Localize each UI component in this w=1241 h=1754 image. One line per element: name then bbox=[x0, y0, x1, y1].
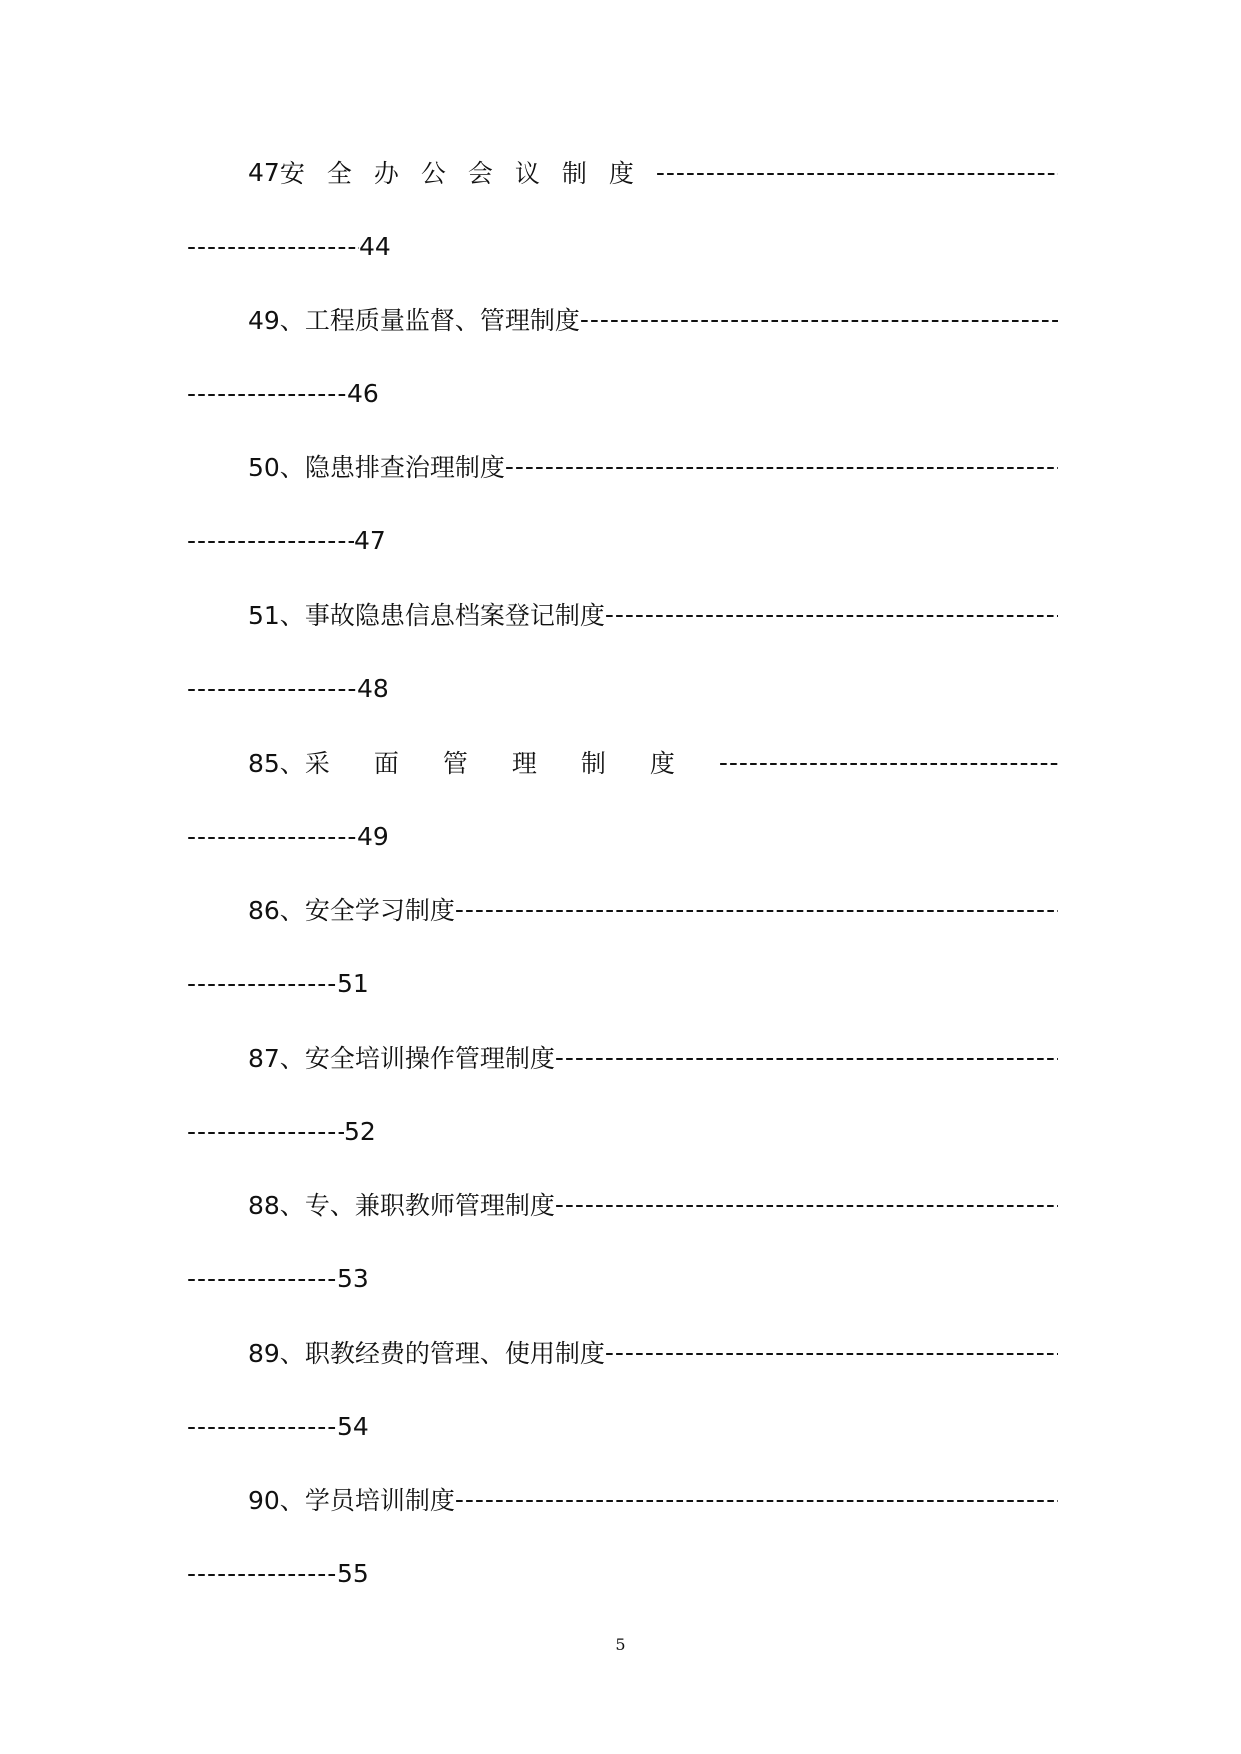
dot-leader bbox=[187, 1559, 337, 1588]
toc-entry-title: 专、兼职教师管理制度 bbox=[304, 1191, 555, 1220]
toc-entry-page-ref: 47 bbox=[354, 525, 386, 555]
toc-entry bbox=[0, 889, 1241, 1037]
toc-entry-title-line bbox=[248, 299, 1058, 339]
toc-entry-page-ref: 55 bbox=[337, 1558, 369, 1588]
dot-leader bbox=[605, 1338, 1058, 1367]
toc-entry-title-line bbox=[248, 594, 1058, 634]
toc-entry-title-line bbox=[248, 152, 1058, 192]
toc-entry-page-line bbox=[187, 816, 389, 856]
dot-leader bbox=[719, 748, 1058, 777]
dot-leader bbox=[455, 1485, 1058, 1514]
toc-entry-number: 49、 bbox=[248, 306, 305, 335]
toc-entry-page-line bbox=[187, 226, 391, 266]
toc-entry-page-ref: 54 bbox=[337, 1411, 369, 1441]
toc-entry-number: 88、 bbox=[248, 1191, 305, 1220]
toc-entry bbox=[0, 1332, 1241, 1480]
dot-leader bbox=[455, 895, 1058, 924]
toc-entry-page-line bbox=[187, 1258, 369, 1298]
toc-entry-title-line bbox=[248, 1479, 1058, 1519]
toc-entry-page-line bbox=[187, 373, 379, 413]
toc-entry-title-line bbox=[248, 889, 1058, 929]
toc-entry-page-line bbox=[187, 963, 369, 1003]
toc-entry bbox=[0, 446, 1241, 594]
toc-entry-title: 安全培训操作管理制度 bbox=[304, 1044, 555, 1073]
toc-entry-number: 87、 bbox=[248, 1044, 305, 1073]
dot-leader bbox=[187, 969, 337, 998]
toc-entry-page-line bbox=[187, 1111, 376, 1151]
toc-entry bbox=[0, 1037, 1241, 1185]
toc-entry-number: 90、 bbox=[248, 1486, 305, 1515]
toc-entry-number: 89、 bbox=[248, 1339, 305, 1368]
toc-entry-title-line bbox=[248, 1037, 1058, 1077]
toc-entry-number: 50、 bbox=[248, 453, 305, 482]
toc-entry-title: 隐患排查治理制度 bbox=[304, 453, 505, 482]
toc-entry bbox=[0, 1479, 1241, 1627]
dot-leader bbox=[187, 822, 357, 851]
dot-leader bbox=[187, 1117, 344, 1146]
dot-leader bbox=[187, 232, 359, 261]
toc-entry-page-ref: 51 bbox=[337, 968, 369, 998]
toc-entry-page-ref: 46 bbox=[347, 378, 379, 408]
dot-leader bbox=[555, 1190, 1058, 1219]
dot-leader bbox=[187, 1412, 337, 1441]
toc-entry-page-line bbox=[187, 1406, 369, 1446]
dot-leader bbox=[187, 379, 347, 408]
toc-entry-page-ref: 52 bbox=[344, 1116, 376, 1146]
toc-entry-page-line bbox=[187, 520, 386, 560]
toc-entry-title: 工程质量监督、管理制度 bbox=[304, 306, 580, 335]
toc-entry-title: 职教经费的管理、使用制度 bbox=[304, 1339, 605, 1368]
toc-entry-title: 采面管理制度 bbox=[304, 749, 719, 778]
toc-entry-page-ref: 44 bbox=[359, 231, 391, 261]
dot-leader bbox=[555, 1043, 1058, 1072]
toc-entry-number: 86、 bbox=[248, 896, 305, 925]
toc-entry-page-line bbox=[187, 1553, 369, 1593]
dot-leader bbox=[187, 526, 354, 555]
toc-entry bbox=[0, 594, 1241, 742]
dot-leader bbox=[187, 674, 357, 703]
toc-entry bbox=[0, 1184, 1241, 1332]
dot-leader bbox=[187, 1264, 337, 1293]
toc-entry bbox=[0, 742, 1241, 890]
toc-entry-number: 85、 bbox=[248, 749, 305, 778]
toc-entry-number: 51、 bbox=[248, 601, 305, 630]
toc-entry-title-line bbox=[248, 742, 1058, 782]
toc-entry-title: 事故隐患信息档案登记制度 bbox=[304, 601, 605, 630]
dot-leader bbox=[656, 158, 1058, 187]
toc-entry-title: 安全办公会议制度 bbox=[279, 159, 656, 188]
page-number: 5 bbox=[615, 1635, 626, 1654]
dot-leader bbox=[505, 452, 1058, 481]
toc-entry bbox=[0, 299, 1241, 447]
toc-entry-page-line bbox=[187, 668, 389, 708]
toc-entry-page-ref: 49 bbox=[357, 821, 389, 851]
toc-entry-title: 安全学习制度 bbox=[304, 896, 455, 925]
dot-leader bbox=[580, 305, 1058, 334]
toc-entry-title-line bbox=[248, 446, 1058, 486]
toc-entry-title-line bbox=[248, 1184, 1058, 1224]
toc-entry-title: 学员培训制度 bbox=[304, 1486, 455, 1515]
toc-entry-title-line bbox=[248, 1332, 1058, 1372]
toc-entry bbox=[0, 152, 1241, 300]
toc-entry-page-ref: 48 bbox=[357, 673, 389, 703]
toc-entry-number: 47 bbox=[248, 157, 280, 187]
toc-entry-page-ref: 53 bbox=[337, 1263, 369, 1293]
dot-leader bbox=[605, 600, 1058, 629]
